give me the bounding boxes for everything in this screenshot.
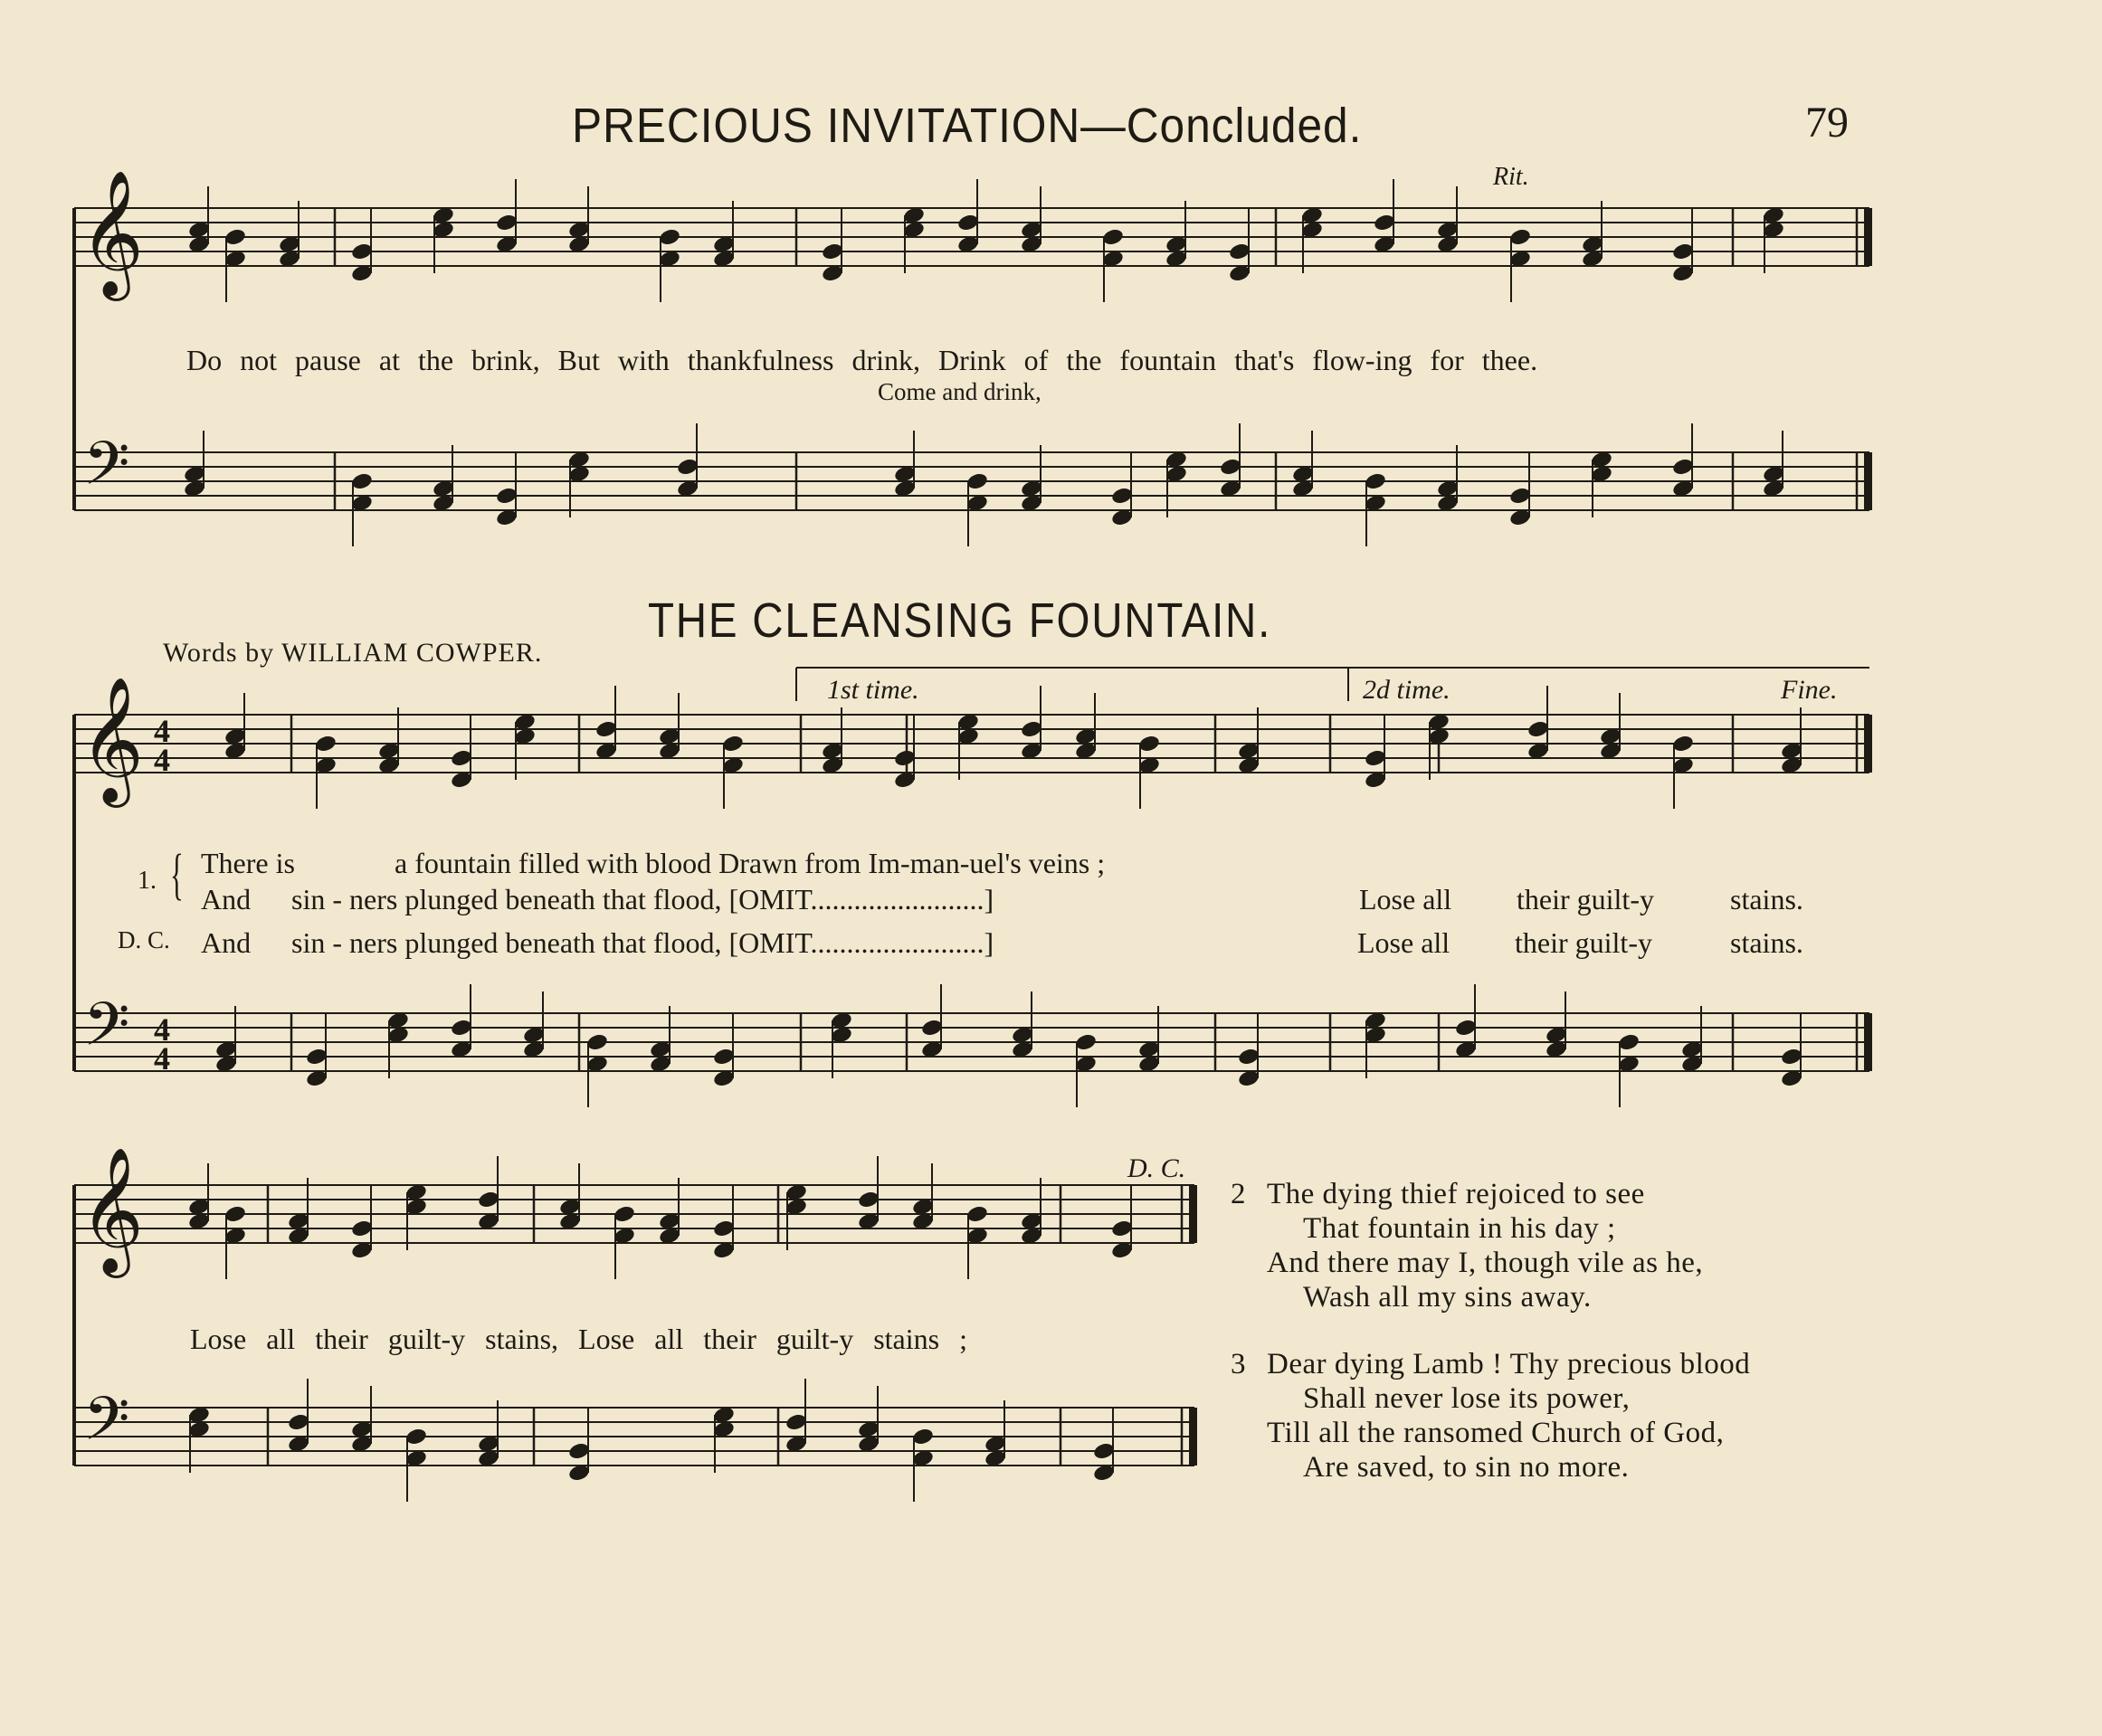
verse2-line4: Wash all my sins away. — [1303, 1281, 1592, 1314]
lyric-line2-a: And — [201, 883, 252, 915]
final-barline — [1864, 715, 1872, 773]
lyric-line1-b: a fountain filled with blood Drawn from Im-man-uel's veins ; — [395, 847, 1106, 879]
system1-sub-lyric: Come and drink, — [878, 378, 1041, 405]
dc-line-e: stains. — [1730, 926, 1803, 959]
final-barline — [1189, 1408, 1197, 1466]
bass-clef: 𝄢 — [83, 429, 130, 513]
system1-lyrics: Do not pause at the brink, But with thankfulness drink, Drink of the fountain that's flow-ing for thee. — [186, 344, 1538, 376]
lyric-line2-d: their guilt-y — [1517, 883, 1654, 915]
first-ending-label: 1st time. — [827, 675, 919, 705]
bass-clef: 𝄢 — [83, 990, 130, 1074]
verse2-number: 2 — [1231, 1178, 1246, 1210]
dc-line-b: sin - ners plunged beneath that flood, [OMIT........................] — [291, 926, 994, 959]
treble-clef: 𝄞 — [80, 170, 144, 296]
page-title: PRECIOUS INVITATION—Concluded. — [572, 99, 1363, 153]
treble-clef: 𝄞 — [80, 1147, 144, 1273]
final-barline — [1864, 452, 1872, 510]
time-signature: 4 — [154, 713, 170, 749]
dc-line-d: their guilt-y — [1515, 926, 1652, 959]
time-signature: 4 — [154, 1011, 170, 1048]
final-barline — [1864, 1013, 1872, 1071]
dc-line-a: And — [201, 926, 252, 959]
dc-label: D. C. — [118, 926, 170, 953]
treble-clef: 𝄞 — [80, 677, 144, 802]
lyric-line2-c: Lose all — [1359, 883, 1452, 915]
words-credit: Words by WILLIAM COWPER. — [163, 638, 543, 668]
lyric-line2-b: sin - ners plunged beneath that flood, [OMIT........................] — [291, 883, 994, 915]
verse-brace: { — [170, 844, 184, 906]
hymn-title: THE CLEANSING FOUNTAIN. — [648, 593, 1272, 648]
verse3-line3: Till all the ransomed Church of God, — [1267, 1417, 1725, 1449]
final-barline — [1864, 208, 1872, 266]
verse-marker: 1. — [138, 867, 157, 895]
verse3-number: 3 — [1231, 1348, 1246, 1380]
lyric-line1-a: There is — [201, 847, 295, 879]
verse3-line2: Shall never lose its power, — [1303, 1382, 1631, 1415]
verse2-line1: The dying thief rejoiced to see — [1267, 1178, 1645, 1210]
verse2-line2: That fountain in his day ; — [1303, 1212, 1616, 1245]
time-signature: 4 — [154, 1040, 170, 1077]
final-barline — [1189, 1185, 1197, 1243]
verse2-line3: And there may I, though vile as he, — [1267, 1247, 1704, 1279]
second-ending-label: 2d time. — [1363, 675, 1450, 705]
verse3-line1: Dear dying Lamb ! Thy precious blood — [1267, 1348, 1751, 1380]
dc-mark: D. C. — [1127, 1153, 1186, 1183]
ritardando-mark: Rit. — [1493, 163, 1529, 191]
lyric-line2-e: stains. — [1730, 883, 1803, 915]
verse3-line4: Are saved, to sin no more. — [1303, 1451, 1630, 1484]
page-number: 79 — [1805, 99, 1849, 147]
time-signature: 4 — [154, 742, 170, 778]
fine-label: Fine. — [1781, 675, 1838, 705]
system3-lyrics: Lose all their guilt-y stains, Lose all their guilt-y stains ; — [190, 1323, 967, 1355]
dc-line-c: Lose all — [1357, 926, 1450, 959]
bass-clef: 𝄢 — [83, 1384, 130, 1468]
